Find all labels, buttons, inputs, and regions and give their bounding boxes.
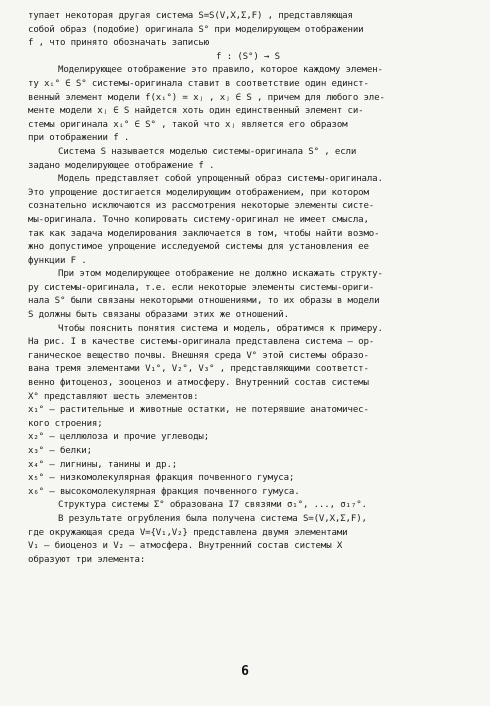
text-line: В результате огрубления была получена система S=(V,X,Σ,F), xyxy=(58,513,367,524)
text-line: вана тремя элементами V₁°, V₂°, V₃° , представляющими соответст- xyxy=(28,364,369,375)
text-line: Структура системы Σ° образована I7 связями σ₁°, ..., σ₁₇°. xyxy=(58,500,367,511)
text-line: На рис. I в качестве системы-оригинала представлена система – ор- xyxy=(28,337,375,348)
text-line: ганическое вещество почвы. Внешняя среда V° этой системы образо- xyxy=(28,350,369,361)
text-line: x₁° – растительные и животные остатки, не потерявшие анатомичес- xyxy=(28,405,369,416)
text-line: кого строения; xyxy=(28,418,103,429)
page-number: 6 xyxy=(241,664,249,679)
text-line: жно допустимое упрощение исследуемой системы для установления ее xyxy=(28,242,369,253)
text-line: x₂° – целлюлоза и прочие углеводы; xyxy=(28,432,210,443)
text-line: ту xᵢ° ∈ S° системы-оригинала ставит в соответствие один единст- xyxy=(28,78,369,89)
text-line: x₆° – высокомолекулярная фракция почвенного гумуса. xyxy=(28,486,300,497)
text-line: Чтобы пояснить понятия система и модель, обратимся к примеру. xyxy=(58,323,383,334)
text-line: x₃° – белки; xyxy=(28,446,92,456)
text-line: f : (S°) → S xyxy=(216,51,280,62)
text-line: менте модели xⱼ ∈ S найдется хоть один единственный элемент си- xyxy=(28,106,364,117)
text-line: стемы оригинала xᵢ° ∈ S° , такой что xⱼ является его образом xyxy=(28,119,348,130)
text-line: нала S° были связаны некоторыми отношениями, то их образы в модели xyxy=(28,296,380,307)
text-line: Модель представляет собой упрощенный образ системы-оригинала. xyxy=(58,174,383,185)
text-line: так как задача моделирования заключается в том, чтобы найти возмо- xyxy=(28,228,380,239)
text-line: тупает некоторая другая система S=S(V,X,Σ,F) , представляющая xyxy=(28,11,353,21)
body-text xyxy=(28,10,468,567)
text-line: x₄° – лигнины, танины и др.; xyxy=(28,459,178,470)
text-line: собой образ (подобие) оригинала S° при моделирующем отображении xyxy=(28,24,364,35)
text-line: Система S называется моделью системы-оригинала S° , если xyxy=(58,146,357,157)
text-line: X° представляют шесть элементов: xyxy=(28,391,199,402)
text-line: сознательно исключаются из рассмотрения некоторые элементы систе- xyxy=(28,201,375,212)
text-line: функции F . xyxy=(28,255,87,266)
text-line: x₅° – низкомолекулярная фракция почвенного гумуса; xyxy=(28,473,295,484)
text-line: ру системы-оригинала, т.е. если некоторые элементы системы-ориги- xyxy=(28,282,375,293)
text-line: Моделирующее отображение это правило, которое каждому элемен- xyxy=(58,65,383,76)
text-line: при отображении f . xyxy=(28,133,130,144)
text-line: венный элемент модели f(xᵢ°) = xⱼ , xⱼ ∈ S , причем для любого эле- xyxy=(28,92,385,103)
text-line: где окружающая среда V={V₁,V₂} представлена двумя элементами xyxy=(28,527,348,538)
text-line: V₁ – биоценоз и V₂ – атмосфера. Внутренний состав системы X xyxy=(28,541,343,552)
text-line: S должны быть связаны образами этих же отношений. xyxy=(28,310,289,321)
text-line: f , что принято обозначать записью xyxy=(28,38,210,49)
text-line: венно фитоценоз, зооценоз и атмосферу. Внутренний состав системы xyxy=(28,378,369,389)
text-line: При этом моделирующее отображение не должно искажать структу- xyxy=(58,269,383,280)
text-line: задано моделирующее отображение f . xyxy=(28,160,215,171)
text-line: мы-оригинала. Точно копировать систему-оригинал не имеет смысла, xyxy=(28,214,369,225)
text-line: Это упрощение достигается моделирующим отображением, при котором xyxy=(28,187,369,198)
text-line: образуют три элемента: xyxy=(28,554,146,565)
